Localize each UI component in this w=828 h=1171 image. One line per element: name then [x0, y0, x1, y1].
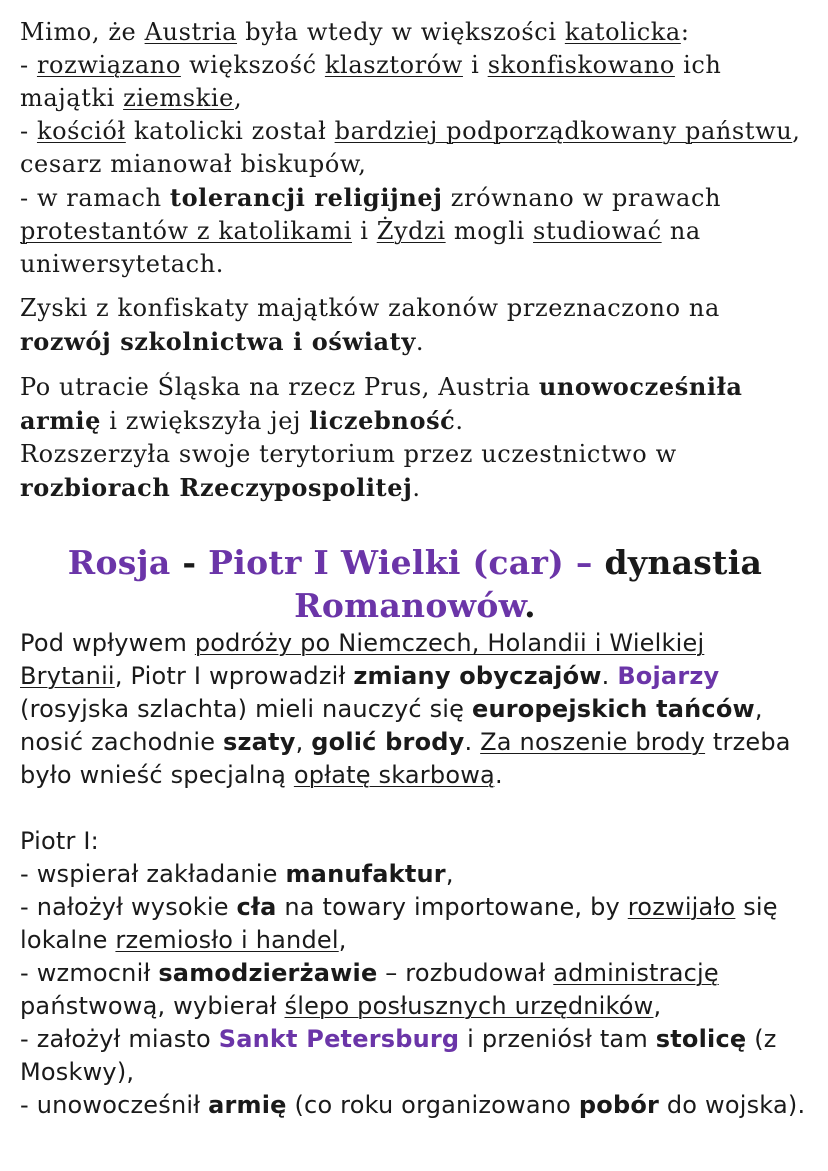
austria-paragraph-schools: Zyski z konfiskaty majątków zakonów przeznaczono na rozwój szkolnictwa i oświaty. — [20, 294, 720, 356]
document-page — [20, 16, 810, 1122]
list-title: Piotr I: — [20, 827, 99, 855]
term-sankt-petersburg: Sankt Petersburg — [218, 1025, 460, 1053]
term-austria: Austria — [144, 18, 238, 46]
spacer — [20, 792, 810, 825]
austria-paragraph-army: Po utracie Śląska na rzecz Prus, Austria unowocześniła armię i zwiększyła jej liczebność. Rozszerzyła swoje terytorium przez uczestnictwo w rozbiorach Rzeczypospolitej. — [20, 372, 743, 502]
term-bojarzy: Bojarzy — [617, 662, 720, 690]
austria-intro: Mimo, że Austria była wtedy w większości katolicka: - rozwiązano większość klasztorów i skonfiskowano ich majątki ziemskie, - kościół katolicki został bardziej podporządkowany państwu, cesarz mianował biskupów, - w ramach tolerancji religijnej zrównano w prawach protestantów z katolikami i Żydzi mogli studiować na uniwersytetach. — [20, 18, 801, 278]
term-katolicka: katolicka — [564, 18, 681, 46]
russia-paragraph-customs: Pod wpływem podróży po Niemczech, Holandii i Wielkiej Brytanii, Piotr I wprowadził zmiany obyczajów. Bojarzy (rosyjska szlachta) mieli nauczyć się europejskich tańców, nosić zachodnie szaty, golić brody. Za noszenie brody trzeba było wnieść specjalną opłatę skarbową. — [20, 629, 791, 789]
russia-reforms-list: Piotr I: - wspierał zakładanie manufaktur, - nałożył wysokie cła na towary importowane, by rozwijało się lokalne rzemiosło i handel, - wzmocnił samodzierżawie – rozbudował administrację państwową, wybierał ślepo posłusznych urzędników, - założył miasto Sankt Petersburg i przeniósł tam stolicę (z Moskwy), - unowocześnił armię (co roku organizowano pobór do wojska). — [20, 827, 806, 1119]
russia-heading: Rosja - Piotr I Wielki (car) – dynastia Romanowów. — [67, 543, 763, 625]
